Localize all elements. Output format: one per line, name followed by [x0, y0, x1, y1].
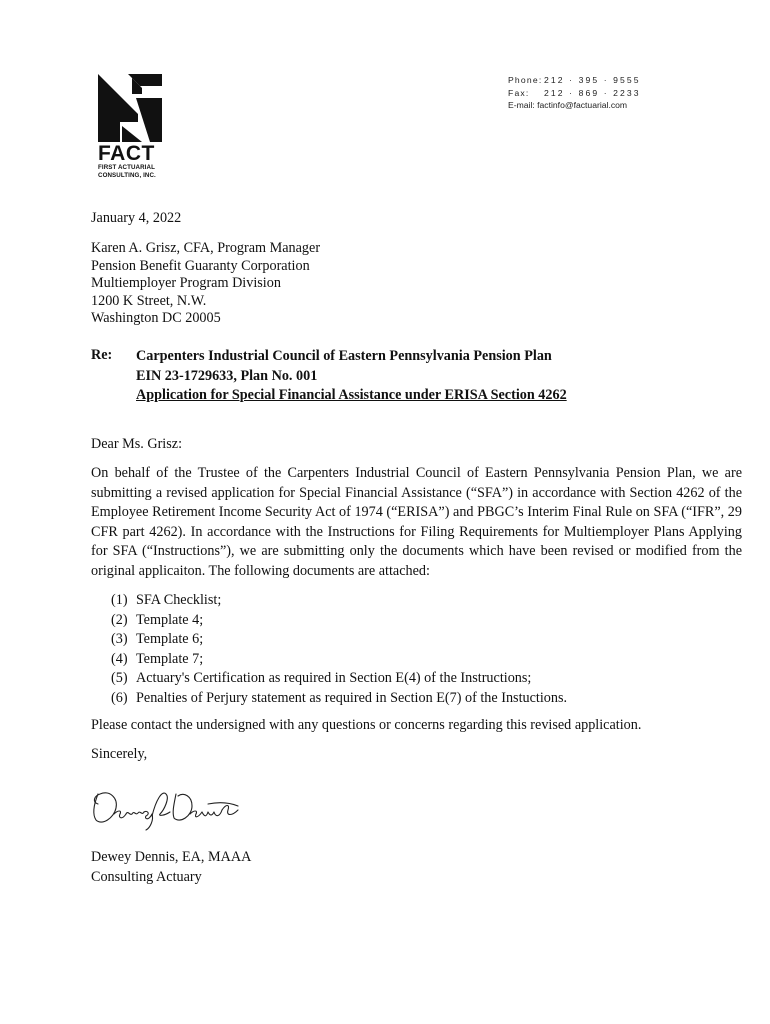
recipient-address: [91, 240, 320, 328]
subject-application: Application for Special Financial Assistance under ERISA Section 4262: [136, 387, 567, 403]
list-item: (2) Template 4;: [111, 611, 204, 628]
attached-documents-list: [111, 591, 567, 708]
list-item: (4) Template 7;: [111, 650, 204, 667]
body-paragraph: On behalf of the Trustee of the Carpenters Industrial Council of Eastern Pennsylvania Pension Plan, we are submitting a revised application for Special Financial Assistance (“SFA”) in accordance with Section 4262 of the Employee Retirement Income Security Act of 1974 (“ERISA”) and PBGC’s Interim Final Rule on SFA (“IFR”, 29 CFR part 4262). In accordance with the Instructions for Filing Requirements for Multiemployer Plans Applying for SFA (“Instructions”), we are submitting only the documents which have been revised or modified from the original applicaiton. The following documents are attached:: [91, 465, 742, 579]
fax-label: Fax:: [508, 87, 530, 98]
fax-number: 212 · 869 · 2233: [544, 87, 641, 98]
recipient-line: Pension Benefit Guaranty Corporation: [91, 257, 310, 274]
contact-request: Please contact the undersigned with any questions or concerns regarding this revised application.: [91, 717, 642, 733]
recipient-line: Karen A. Grisz, CFA, Program Manager: [91, 240, 321, 256]
subject-ein: EIN 23-1729633, Plan No. 001: [136, 367, 318, 384]
letter-date: January 4, 2022: [91, 210, 182, 226]
list-item: (1) SFA Checklist;: [111, 592, 222, 608]
recipient-line: 1200 K Street, N.W.: [91, 292, 207, 309]
handwritten-signature: [88, 780, 248, 837]
list-item: (3) Template 6;: [111, 631, 204, 647]
fact-logo-mark-icon: [98, 74, 162, 142]
phone-number: 212 · 395 · 9555: [544, 75, 641, 85]
recipient-line: Washington DC 20005: [91, 310, 221, 327]
signer-name: Dewey Dennis, EA, MAAA: [91, 849, 252, 865]
letterhead-contact: [508, 74, 641, 112]
recipient-line: Multiemployer Program Division: [91, 275, 281, 292]
email-label: E-mail:: [508, 100, 535, 110]
signer-block: [91, 848, 251, 887]
logo-subtitle-line-1: FIRST ACTUARIAL: [98, 164, 155, 171]
signer-title: Consulting Actuary: [91, 868, 202, 885]
company-logo: [98, 74, 168, 179]
salutation: Dear Ms. Grisz:: [91, 436, 183, 452]
subject-plan-name: Carpenters Industrial Council of Eastern Pennsylvania Pension Plan: [136, 348, 552, 364]
closing: Sincerely,: [91, 746, 148, 762]
list-item: (6) Penalties of Perjury statement as required in Section E(7) of the Instuctions.: [111, 689, 568, 706]
list-item: (5) Actuary's Certification as required in Section E(4) of the Instructions;: [111, 670, 532, 686]
subject-label: Re:: [91, 347, 113, 363]
logo-subtitle-line-2: CONSULTING, INC.: [98, 171, 156, 179]
email-address: factinfo@factuarial.com: [537, 100, 628, 110]
phone-label: Phone:: [508, 75, 543, 85]
logo-wordmark: FACT: [98, 142, 155, 165]
